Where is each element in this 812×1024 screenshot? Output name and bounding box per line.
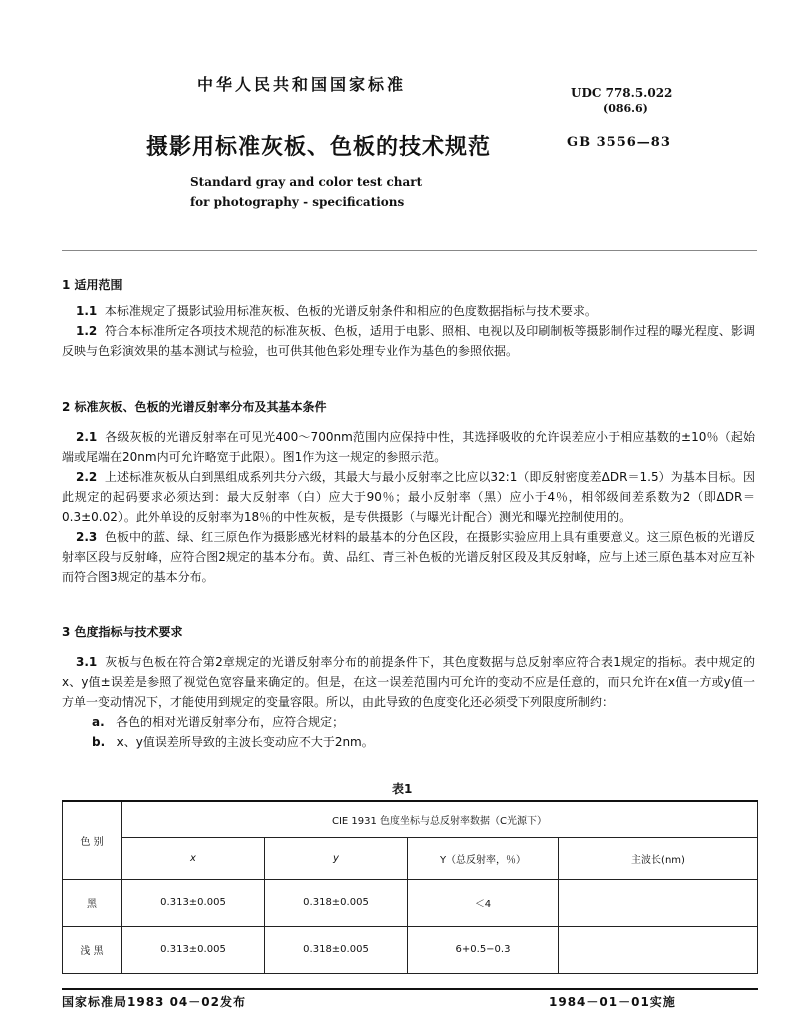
clause-text: 各级灰板的光谱反射率在可见光400～700nm范围内应保持中性，其选择吸收的允许误差应小于相应基数的±10％（起始端或尾端在20nm内可允许略宽于此限）。图1作为这一规定的参照示范。	[62, 430, 755, 464]
clause-1-1	[62, 301, 755, 321]
table-1	[62, 800, 758, 974]
table-row	[63, 926, 758, 973]
item-text: x、y值误差所导致的主波长变动应不大于2nm。	[116, 735, 374, 749]
clause-1-2	[62, 321, 755, 361]
clause-2-2	[62, 467, 755, 527]
cell-y: 0.318±0.005	[265, 926, 408, 973]
section-heading: 3 色度指标与技术要求	[62, 625, 183, 639]
clause-number: 2.3	[76, 530, 98, 544]
clause-2-3	[62, 527, 755, 587]
item-label: a.	[92, 715, 105, 729]
clause-number: 2.1	[76, 430, 98, 444]
header-y: y	[265, 837, 408, 879]
document-title-cn: 摄影用标准灰板、色板的技术规范	[146, 135, 492, 160]
clause-text: 本标准规定了摄影试验用标准灰板、色板的光谱反射条件和相应的色度数据指标与技术要求。	[104, 304, 597, 318]
table-row	[63, 879, 758, 926]
list-item-b	[62, 732, 755, 752]
udc-sub-code: (086.6)	[603, 102, 648, 115]
title-en-line-1: Standard gray and color test chart	[190, 175, 423, 189]
item-text: 各色的相对光谱反射率分布，应符合规定；	[116, 715, 345, 729]
table-header-row	[63, 801, 758, 837]
document-title-en	[190, 172, 422, 212]
section-3	[62, 622, 755, 752]
clause-text: 符合本标准所定各项技术规范的标准灰板、色板，适用于电影、照相、电视以及印刷制板等摄影制作过程的曝光程度、影调反映与色彩演效果的基本测试与检验，也可供其他色彩处理专业作为基色的参照依据。	[62, 324, 755, 358]
table-caption: 表1	[392, 782, 413, 796]
section-1	[62, 275, 755, 361]
issue-date: 国家标准局1983 04－02发布	[62, 995, 246, 1009]
header-group: CIE 1931 色度坐标与总反射率数据（C光源下）	[122, 801, 758, 837]
section-2	[62, 397, 755, 587]
clause-number: 3.1	[76, 655, 98, 669]
clause-text: 上述标准灰板从白到黑组成系列共分六级，其最大与最小反射率之比应以32:1（即反射密度差ΔDR＝1.5）为基本目标。因此规定的起码要求必须达到：最大反射率（白）应大于90％；最小反射率（黑）应小于4％，相邻级间差系数为2（即ΔDR＝0.3±0.02）。此外单设的反射率为18％的中性灰板，是专供摄影（与曝光计配合）测光和曝光控制使用的。	[62, 470, 755, 524]
cell-x: 0.313±0.005	[122, 879, 265, 926]
header-divider	[62, 250, 757, 251]
cell-Y: ＜4	[408, 879, 559, 926]
clause-2-1	[62, 427, 755, 467]
clause-text: 灰板与色板在符合第2章规定的光谱反射率分布的前提条件下，其色度数据与总反射率应符合表1规定的指标。表中规定的x、y值±误差是参照了视觉色宽容量来确定的。但是，在这一误差范围内可允许的变动不应是任意的，而只允许在x值一方或y值一方单一变动情况下，才能使用到规定的变量容限。所以，由此导致的色度变化还必须受下列限度所制约：	[62, 655, 755, 709]
udc-code: UDC 778.5.022	[571, 86, 673, 100]
header-dominant-wavelength: 主波长(nm)	[559, 837, 758, 879]
cell-y: 0.318±0.005	[265, 879, 408, 926]
list-item-a	[62, 712, 755, 732]
clause-number: 2.2	[76, 470, 98, 484]
title-en-line-2: for photography - specifications	[190, 195, 405, 209]
row-name: 黑	[63, 879, 122, 926]
cell-x: 0.313±0.005	[122, 926, 265, 973]
cell-wavelength	[559, 926, 758, 973]
section-heading: 2 标准灰板、色板的光谱反射率分布及其基本条件	[62, 400, 327, 414]
table-subheader-row	[63, 837, 758, 879]
section-heading: 1 适用范围	[62, 278, 123, 292]
clause-number: 1.2	[76, 324, 98, 338]
footer-divider	[62, 988, 758, 990]
clause-number: 1.1	[76, 304, 98, 318]
effective-date: 1984－01－01实施	[549, 995, 676, 1009]
header-x: x	[122, 837, 265, 879]
clause-text: 色板中的蓝、绿、红三原色作为摄影感光材料的最基本的分色区段，在摄影实验应用上具有重要意义。这三原色板的光谱反射率区段与反射峰，应符合图2规定的基本分布。黄、品红、青三补色板的光谱反射区段及其反射峰，应与上述三原色基本对应互补而符合图3规定的基本分布。	[62, 530, 755, 584]
header-category: 色 别	[63, 801, 122, 879]
header-total-reflectance: Y（总反射率，％）	[408, 837, 559, 879]
cell-wavelength	[559, 879, 758, 926]
clause-3-1	[62, 652, 755, 712]
cell-Y: 6+0.5−0.3	[408, 926, 559, 973]
national-standard-label: 中华人民共和国国家标准	[197, 75, 407, 94]
row-name: 浅 黑	[63, 926, 122, 973]
item-label: b.	[92, 735, 106, 749]
gb-number: GB 3556—83	[567, 135, 671, 150]
